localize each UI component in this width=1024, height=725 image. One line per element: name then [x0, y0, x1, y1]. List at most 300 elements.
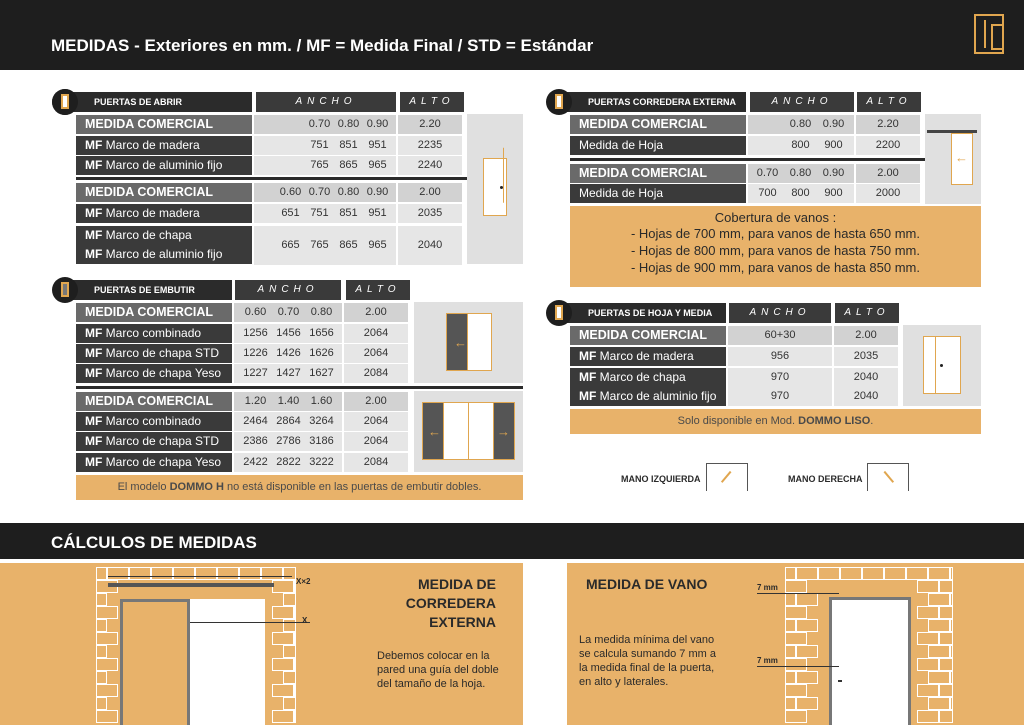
- cell-value: 0.90: [822, 118, 845, 130]
- brick: [272, 658, 294, 671]
- row-values: [254, 226, 396, 265]
- cell-value: 1427: [276, 367, 301, 379]
- cell-value: 1227: [243, 367, 268, 379]
- row-values: [728, 347, 832, 366]
- brick: [796, 645, 818, 658]
- brick: [96, 710, 118, 723]
- brick: [906, 567, 928, 580]
- brick: [939, 606, 953, 619]
- brand-logo-icon: [974, 14, 1004, 54]
- brick: [950, 593, 953, 606]
- row-values: [234, 392, 342, 411]
- dim-x2: X×2: [296, 577, 311, 586]
- cell-value: 1256: [243, 327, 268, 339]
- brick: [928, 671, 950, 684]
- brick: [917, 632, 939, 645]
- cell-value: 665: [281, 239, 300, 251]
- arrow-left-icon: ←: [428, 424, 441, 439]
- row-values: [234, 324, 342, 343]
- cell-alto: 2035: [834, 347, 898, 366]
- door-illustration: [467, 114, 523, 264]
- brick: [785, 593, 796, 606]
- cell-value: 865: [339, 159, 358, 171]
- cell-alto: 2.00: [344, 303, 408, 322]
- cell-alto: 2084: [344, 364, 408, 383]
- cell-value: 1.40: [277, 395, 300, 407]
- row-values: [234, 432, 342, 451]
- cell-value: 0.80: [789, 118, 812, 130]
- brick: [96, 567, 107, 580]
- brick: [917, 658, 939, 671]
- cell-value: 1626: [309, 347, 334, 359]
- row-label: [570, 387, 726, 406]
- dimension-line: [757, 593, 839, 594]
- cell-value: 2786: [276, 435, 301, 447]
- embutir-ancho-header: ANCHO: [235, 280, 341, 300]
- door-opening: [190, 599, 265, 725]
- cell-value: 865: [339, 239, 358, 251]
- cell-value: 1456: [276, 327, 301, 339]
- cell-value: 851: [339, 207, 358, 219]
- cell-alto: 2035: [398, 204, 462, 223]
- row-label: [76, 392, 232, 411]
- row-label-text: Marco de madera: [102, 206, 200, 220]
- brick: [928, 619, 950, 632]
- cell-value: 700: [758, 187, 777, 199]
- row-values: [748, 184, 854, 203]
- brick: [272, 710, 294, 723]
- cell-value: 0.80: [310, 306, 333, 318]
- row-values: [234, 303, 342, 322]
- brick: [939, 580, 953, 593]
- row-values: [748, 164, 854, 183]
- pocket-door-illustration: [414, 302, 523, 383]
- vano-calc-text: La medida mínima del vano se calcula sumando 7 mm a la medida final de la puerta, en alto y laterales.: [579, 634, 716, 688]
- vano-calc-title: MEDIDA DE VANO: [586, 576, 708, 592]
- cell-alto: 2200: [856, 136, 920, 155]
- cell-value: 851: [339, 139, 358, 151]
- brick: [785, 671, 796, 684]
- brick: [96, 606, 118, 619]
- calculos-bar: [0, 523, 1024, 559]
- mano-izquierda-label: MANO IZQUIERDA: [621, 474, 701, 484]
- brick: [950, 619, 953, 632]
- mano-derecha-label: MANO DERECHA: [788, 474, 863, 484]
- door-badge: [52, 277, 78, 303]
- row-label-bold: MEDIDA COMERCIAL: [85, 117, 214, 131]
- row-label-text: Marco de chapa: [102, 228, 192, 242]
- cell-alto: 2240: [398, 156, 462, 175]
- row-label-text: Marco de madera: [596, 349, 694, 363]
- row-label: [76, 156, 252, 175]
- brick: [283, 671, 296, 684]
- hojamedia-title: PUERTAS DE HOJA Y MEDIA: [558, 303, 726, 323]
- row-label-text: Marco de chapa STD: [102, 434, 220, 448]
- row-label: [76, 226, 252, 245]
- brick: [917, 580, 939, 593]
- row-label-bold: MEDIDA COMERCIAL: [579, 166, 708, 180]
- brick: [283, 593, 296, 606]
- cell-value: 800: [791, 187, 810, 199]
- cell-alto: 2.00: [398, 183, 462, 202]
- door-badge: [52, 89, 78, 115]
- cell-value: 751: [310, 139, 329, 151]
- row-label: [76, 183, 252, 202]
- brick: [173, 567, 195, 580]
- brick: [950, 645, 953, 658]
- brick: [928, 645, 950, 658]
- cell-alto: 2084: [344, 453, 408, 472]
- cell-value: 965: [368, 239, 387, 251]
- cell-value: 0.90: [366, 118, 389, 130]
- cell-alto: 2.00: [344, 392, 408, 411]
- brick: [96, 632, 118, 645]
- row-label-bold: MF: [85, 366, 103, 380]
- brick: [96, 671, 107, 684]
- brick: [785, 580, 807, 593]
- brick: [939, 632, 953, 645]
- brick: [283, 567, 296, 580]
- row-label-text: Marco combinado: [102, 326, 202, 340]
- divider: [570, 158, 981, 161]
- cell-alto: 2064: [344, 324, 408, 343]
- dimension-line: [190, 622, 310, 623]
- cell-value: 1.60: [310, 395, 333, 407]
- brick: [950, 671, 953, 684]
- row-label-text: Marco de aluminio fijo: [102, 158, 223, 172]
- brick: [283, 697, 296, 710]
- row-label-bold: MF: [579, 370, 597, 384]
- brick: [195, 567, 217, 580]
- cobertura-title: Cobertura de vanos :: [714, 210, 837, 225]
- embutir-note: El modelo DOMMO H no está disponible en las puertas de embutir dobles.: [76, 475, 523, 500]
- row-label-bold: MEDIDA COMERCIAL: [85, 305, 214, 319]
- row-values: [748, 136, 854, 155]
- brick: [939, 684, 953, 697]
- brick: [796, 671, 818, 684]
- dim-7mm-top: 7 mm: [757, 583, 778, 592]
- cell-value: 765: [310, 239, 329, 251]
- row-label-text: Medida de Hoja: [579, 138, 664, 152]
- cell-value: 956: [770, 350, 790, 362]
- cell-value: 3264: [309, 415, 334, 427]
- row-values: [234, 364, 342, 383]
- row-label-text: Marco de chapa STD: [102, 346, 220, 360]
- row-label: [76, 204, 252, 223]
- door-badge: [546, 89, 572, 115]
- row-label-bold: MEDIDA COMERCIAL: [579, 328, 708, 342]
- brick: [239, 567, 261, 580]
- row-label: [570, 115, 746, 134]
- divider: [76, 177, 523, 180]
- brick: [785, 606, 807, 619]
- brick: [294, 710, 296, 723]
- hojamedia-note: Solo disponible en Mod. DOMMO LISO.: [570, 409, 981, 434]
- corredera-calc-title: MEDIDA DE CORREDERA EXTERNA: [405, 576, 496, 630]
- abrir-ancho-header: ANCHO: [256, 92, 396, 112]
- row-label: [76, 136, 252, 155]
- left-hand-icon: [706, 463, 748, 491]
- brick: [939, 710, 953, 723]
- row-label: [76, 432, 232, 451]
- cell-value: 0.70: [277, 306, 300, 318]
- brick: [294, 606, 296, 619]
- cell-value: 1226: [243, 347, 268, 359]
- brick: [928, 593, 950, 606]
- brick: [917, 684, 939, 697]
- row-label-bold: MF: [85, 414, 103, 428]
- row-label: [570, 184, 746, 203]
- abrir-alto-header: ALTO: [400, 92, 464, 112]
- cell-value: 2386: [243, 435, 268, 447]
- guide-rail: [108, 583, 274, 587]
- brick: [294, 684, 296, 697]
- cell-value: 0.80: [789, 167, 812, 179]
- row-label: [76, 453, 232, 472]
- cell-value: 951: [368, 207, 387, 219]
- row-values: [254, 136, 396, 155]
- cell-value: 0.60: [244, 306, 267, 318]
- cell-value: 0.80: [337, 186, 360, 198]
- row-label: [570, 164, 746, 183]
- brick: [796, 619, 818, 632]
- brick: [272, 684, 294, 697]
- brick: [96, 593, 107, 606]
- arrow-left-icon: ←: [454, 335, 467, 350]
- brick: [785, 710, 807, 723]
- row-label-text: Marco de aluminio fijo: [102, 247, 223, 261]
- cell-value: 900: [824, 187, 843, 199]
- cell-value: 1426: [276, 347, 301, 359]
- cell-alto: 2064: [344, 412, 408, 431]
- cell-value: 3186: [309, 435, 334, 447]
- right-hand-icon: [867, 463, 909, 491]
- row-values: [728, 368, 832, 387]
- row-label-text: Marco de chapa Yeso: [102, 455, 222, 469]
- row-label-bold: MF: [85, 138, 103, 152]
- brick: [96, 684, 118, 697]
- cell-value: 651: [281, 207, 300, 219]
- row-label-text: Medida de Hoja: [579, 186, 664, 200]
- dimension-line: [757, 666, 839, 667]
- cell-alto: 2.20: [856, 115, 920, 134]
- cell-value: 60+30: [764, 329, 796, 341]
- row-label-text: Marco de aluminio fijo: [596, 389, 717, 403]
- brick: [785, 697, 796, 710]
- row-values: [254, 204, 396, 223]
- door-leaf: [120, 599, 190, 725]
- brick: [96, 619, 107, 632]
- corredera-ancho-header: ANCHO: [750, 92, 854, 112]
- cell-value: 2822: [276, 456, 301, 468]
- cobertura-item: - Hojas de 800 mm, para vanos de hasta 750 mm.: [630, 243, 921, 258]
- cell-value: 965: [368, 159, 387, 171]
- brick: [107, 567, 129, 580]
- cell-value: 900: [824, 139, 843, 151]
- row-label-bold: MEDIDA COMERCIAL: [85, 394, 214, 408]
- arrow-left-icon: ←: [955, 150, 968, 165]
- row-label: [76, 344, 232, 363]
- cell-value: 951: [368, 139, 387, 151]
- brick: [217, 567, 239, 580]
- dim-7mm-side: 7 mm: [757, 656, 778, 665]
- brick: [785, 632, 807, 645]
- row-values: [254, 183, 396, 202]
- cell-value: 0.60: [279, 186, 302, 198]
- cell-value: 0.90: [366, 186, 389, 198]
- row-label-bold: MF: [579, 389, 597, 403]
- row-values: [254, 156, 396, 175]
- cobertura-box: [570, 206, 981, 287]
- brick: [785, 619, 796, 632]
- row-values: [234, 453, 342, 472]
- cell-alto: 2.20: [398, 115, 462, 134]
- row-values: [254, 115, 396, 134]
- row-values: [748, 115, 854, 134]
- cell-value: 2422: [243, 456, 268, 468]
- brick: [818, 567, 840, 580]
- brick: [785, 658, 807, 671]
- corredera-alto-header: ALTO: [857, 92, 921, 112]
- cell-value: 1627: [309, 367, 334, 379]
- cell-alto: 2040: [834, 387, 898, 406]
- cell-value: 1.20: [244, 395, 267, 407]
- header-bar: [0, 0, 1024, 70]
- row-label-bold: MF: [579, 349, 597, 363]
- brick: [917, 710, 939, 723]
- cell-value: 3222: [309, 456, 334, 468]
- brick: [796, 593, 818, 606]
- brick: [950, 697, 953, 710]
- cell-value: 800: [791, 139, 810, 151]
- row-label-text: Marco de madera: [102, 138, 200, 152]
- row-label-bold: MEDIDA COMERCIAL: [85, 185, 214, 199]
- brick: [917, 606, 939, 619]
- row-label: [76, 303, 232, 322]
- brick: [796, 697, 818, 710]
- row-label-bold: MF: [85, 228, 103, 242]
- brick: [283, 645, 296, 658]
- row-label-text: Marco de chapa Yeso: [102, 366, 222, 380]
- row-values: [728, 326, 832, 345]
- brick: [283, 619, 296, 632]
- door-frame: [829, 597, 911, 725]
- row-label-bold: MF: [85, 434, 103, 448]
- row-label-bold: MF: [85, 158, 103, 172]
- brick: [785, 567, 796, 580]
- cell-alto: 2064: [344, 432, 408, 451]
- brick: [939, 658, 953, 671]
- row-label-text: Marco de chapa: [596, 370, 686, 384]
- brick: [796, 567, 818, 580]
- cell-alto: 2235: [398, 136, 462, 155]
- abrir-title: PUERTAS DE ABRIR: [64, 92, 252, 112]
- row-label: [76, 364, 232, 383]
- corredera-calc-panel: [0, 563, 523, 725]
- door-badge: [546, 300, 572, 326]
- cell-alto: 2064: [344, 344, 408, 363]
- cell-value: 2464: [243, 415, 268, 427]
- brick: [785, 684, 807, 697]
- row-label: [570, 136, 746, 155]
- cobertura-item: - Hojas de 700 mm, para vanos de hasta 650 mm.: [630, 226, 921, 241]
- cell-value: 970: [770, 371, 790, 383]
- embutir-title: PUERTAS DE EMBUTIR: [64, 280, 232, 300]
- brick: [129, 567, 151, 580]
- double-pocket-door-illustration: [414, 391, 523, 472]
- brick: [272, 632, 294, 645]
- row-label-bold: MF: [85, 455, 103, 469]
- cell-alto: 2000: [856, 184, 920, 203]
- row-label-bold: MF: [85, 326, 103, 340]
- row-values: [234, 412, 342, 431]
- cell-alto: 2040: [398, 226, 462, 265]
- cell-value: 0.70: [308, 118, 331, 130]
- brick: [96, 658, 118, 671]
- brick: [950, 567, 953, 580]
- row-label-bold: MF: [85, 206, 103, 220]
- brick: [884, 567, 906, 580]
- cell-value: 0.80: [337, 118, 360, 130]
- one-and-half-door-illustration: [903, 325, 981, 406]
- row-values: [234, 344, 342, 363]
- cell-value: 970: [770, 390, 790, 402]
- brick: [928, 697, 950, 710]
- cell-alto: 2.00: [834, 326, 898, 345]
- sliding-door-illustration: [925, 114, 981, 204]
- embutir-alto-header: ALTO: [346, 280, 410, 300]
- calculos-title: CÁLCULOS DE MEDIDAS: [51, 533, 257, 552]
- row-label: [570, 347, 726, 366]
- brick: [294, 632, 296, 645]
- cell-value: 1656: [309, 327, 334, 339]
- cell-value: 765: [310, 159, 329, 171]
- brick: [272, 606, 294, 619]
- row-label-bold: MEDIDA COMERCIAL: [579, 117, 708, 131]
- row-values: [728, 387, 832, 406]
- row-label: [76, 115, 252, 134]
- brick: [96, 697, 107, 710]
- dim-x: X: [302, 616, 308, 625]
- brick: [840, 567, 862, 580]
- brick: [928, 567, 950, 580]
- cobertura-item: - Hojas de 900 mm, para vanos de hasta 850 mm.: [630, 260, 921, 275]
- brick: [151, 567, 173, 580]
- row-label-bold: MF: [85, 346, 103, 360]
- cell-value: 0.70: [308, 186, 331, 198]
- brick: [294, 658, 296, 671]
- row-label: [76, 245, 252, 264]
- swing-door-icon: [483, 158, 507, 216]
- row-label: [570, 326, 726, 345]
- cell-value: 751: [310, 207, 329, 219]
- cell-alto: 2040: [834, 368, 898, 387]
- hojamedia-alto-header: ALTO: [835, 303, 899, 323]
- arrow-right-icon: →: [497, 424, 510, 439]
- row-label: [570, 368, 726, 387]
- cell-value: 0.70: [756, 167, 779, 179]
- cell-alto: 2.00: [856, 164, 920, 183]
- row-label: [76, 324, 232, 343]
- brick: [785, 645, 796, 658]
- row-label-text: Marco combinado: [102, 414, 202, 428]
- hojamedia-ancho-header: ANCHO: [729, 303, 831, 323]
- corredera-title: PUERTAS CORREDERA EXTERNA: [558, 92, 746, 112]
- brick: [862, 567, 884, 580]
- page-title: MEDIDAS - Exteriores en mm. / MF = Medida Final / STD = Estándar: [51, 36, 594, 55]
- corredera-calc-text: Debemos colocar en la pared una guía del doble del tamaño de la hoja.: [377, 650, 499, 690]
- row-label-bold: MF: [85, 247, 103, 261]
